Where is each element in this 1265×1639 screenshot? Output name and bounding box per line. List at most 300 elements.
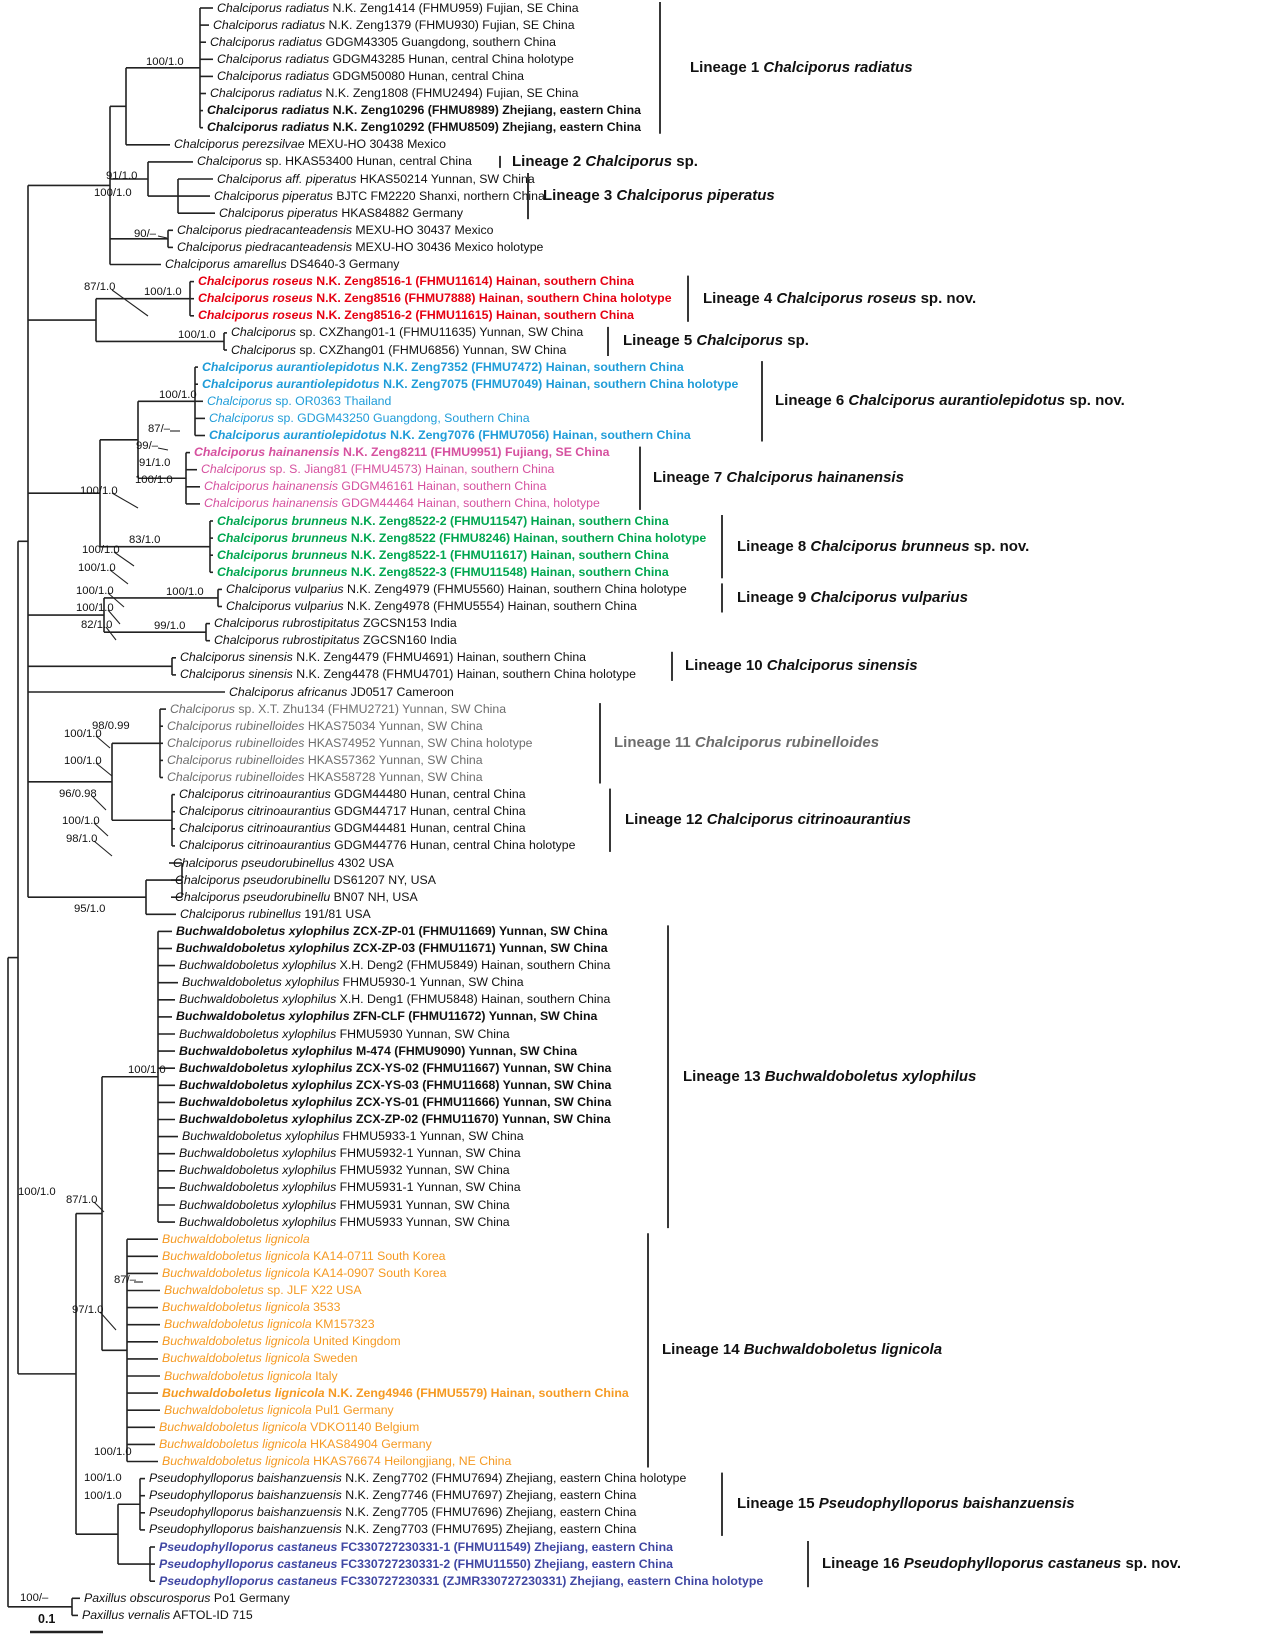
support-value (84, 281, 115, 294)
support-value (62, 815, 100, 828)
taxon-voucher-locality: Italy (315, 1368, 338, 1383)
taxon-label (217, 548, 669, 563)
taxon-voucher-locality: FC330727230331 (ZJMR330727230331) Zhejiang, eastern China holotype (340, 1573, 764, 1588)
support-value (128, 1064, 166, 1077)
lineage-species-name: Chalciporus sinensis (766, 657, 918, 675)
support-value (84, 1490, 122, 1503)
lineage-label (822, 1555, 1181, 1573)
taxon-scientific-name: Buchwaldoboletus lignicola (162, 1265, 310, 1280)
taxon-scientific-name: Chalciporus piperatus (219, 205, 338, 220)
taxon-label (164, 1369, 338, 1384)
taxon-voucher-locality: ZFN-CLF (FHMU11672) Yunnan, SW China (352, 1009, 598, 1024)
support-value-text: 100/1.0 (76, 602, 114, 614)
taxon-scientific-name: Chalciporus (231, 325, 296, 340)
support-value-text: 97/1.0 (72, 1304, 104, 1316)
taxon-scientific-name: Buchwaldoboletus lignicola (162, 1351, 310, 1366)
taxon-voucher-locality: N.K. Zeng8211 (FHMU9951) Fujiang, SE China (342, 445, 610, 460)
support-value (106, 170, 137, 183)
lineage-species-name: Chalciporus hainanensis (726, 469, 904, 487)
support-value (139, 457, 170, 470)
support-value (81, 619, 112, 632)
lineage-number: Lineage 11 (614, 734, 691, 752)
taxon-scientific-name: Pseudophylloporus castaneus (159, 1556, 338, 1571)
taxon-voucher-locality: BN07 NH, USA (333, 889, 418, 904)
taxon-label (179, 1044, 577, 1059)
taxon-label (176, 924, 608, 939)
taxon-scientific-name: Chalciporus radiatus (210, 34, 323, 49)
taxon-scientific-name: Buchwaldoboletus lignicola (162, 1385, 325, 1400)
taxon-voucher-locality: N.K. Zeng1379 (FHMU930) Fujian, SE China (328, 17, 575, 32)
lineage-label (703, 290, 976, 308)
taxon-label (209, 411, 530, 426)
support-value (76, 585, 114, 598)
taxon-voucher-locality: N.K. Zeng1808 (FHMU2494) Fujian, SE China (325, 86, 579, 100)
taxon-label (159, 1540, 673, 1555)
taxon-label (179, 1061, 611, 1076)
lineage-number: Lineage 15 (737, 1495, 815, 1513)
taxon-scientific-name: Chalciporus roseus (198, 308, 313, 323)
lineage-number: Lineage 6 (775, 392, 845, 410)
taxon-scientific-name: Pseudophylloporus baishanzuensis (149, 1488, 342, 1503)
taxon-voucher-locality: FC330727230331-1 (FHMU11549) Zhejiang, eastern China (340, 1539, 673, 1554)
taxon-voucher-locality: FHMU5931 Yunnan, SW China (339, 1197, 510, 1212)
taxon-voucher-locality: X.H. Deng2 (FHMU5849) Hainan, southern China (339, 958, 611, 973)
taxon-voucher-locality: N.K. Zeng4979 (FHMU5560) Hainan, southern China holotype (346, 581, 687, 596)
taxon-label (202, 377, 738, 392)
lineage-label (737, 1495, 1075, 1513)
taxon-voucher-locality: FHMU5931-1 Yunnan, SW China (339, 1180, 521, 1195)
taxon-label (177, 240, 543, 255)
support-value-text: 100/1.0 (76, 585, 114, 597)
taxon-voucher-locality: United Kingdom (313, 1334, 401, 1349)
lineage-label (512, 153, 698, 171)
taxon-label (179, 787, 526, 802)
taxon-voucher-locality: N.K. Zeng1414 (FHMU959) Fujian, SE China (332, 0, 579, 15)
taxon-voucher-locality: KA14-0907 South Korea (313, 1265, 447, 1280)
taxon-voucher-locality: HKAS50214 Yunnan, SW China (359, 171, 535, 186)
taxon-voucher-locality: HKAS58728 Yunnan, SW China (307, 770, 483, 784)
lineage-species-name: Chalciporus rubinelloides (694, 734, 880, 752)
support-value (114, 1274, 136, 1287)
taxon-voucher-locality: FHMU5930 Yunnan, SW China (339, 1026, 510, 1041)
taxon-voucher-locality: ZCX-YS-03 (FHMU11668) Yunnan, SW China (355, 1077, 612, 1092)
taxon-scientific-name: Buchwaldoboletus xylophilus (179, 1026, 337, 1041)
taxon-scientific-name: Chalciporus citrinoaurantius (179, 804, 331, 819)
support-leader-line (158, 448, 168, 450)
taxon-voucher-locality: DS61207 NY, USA (333, 872, 436, 887)
taxon-voucher-locality: JD0517 Cameroon (350, 684, 454, 699)
taxon-scientific-name: Chalciporus vulparius (226, 599, 344, 613)
lineage-species-name: Chalciporus piperatus (616, 187, 775, 205)
taxon-voucher-locality: N.K. Zeng7705 (FHMU7696) Zhejiang, eastern China (345, 1505, 637, 1520)
lineage-species-name: Chalciporus vulparius (810, 588, 968, 606)
support-value (82, 544, 120, 557)
taxon-voucher-locality: GDGM50080 Hunan, central China (332, 68, 524, 83)
taxon-voucher-locality: ZGCSN153 India (363, 616, 457, 631)
taxon-label (159, 1557, 673, 1572)
support-value-text: 91/1.0 (106, 170, 138, 182)
taxon-voucher-locality: HKAS57362 Yunnan, SW China (307, 752, 483, 767)
taxon-scientific-name: Buchwaldoboletus (164, 1283, 264, 1297)
taxon-voucher-locality: ZGCSN160 India (363, 633, 457, 648)
taxon-voucher-locality: KA14-0711 South Korea (313, 1248, 446, 1263)
support-value (144, 286, 182, 299)
support-value (64, 755, 102, 768)
support-value-text: 100/1.0 (82, 544, 120, 556)
taxon-voucher-locality: GDGM44717 Hunan, central China (334, 804, 526, 819)
support-value-text: 100/1.0 (135, 474, 173, 486)
taxon-voucher-locality: 191/81 USA (304, 906, 371, 921)
taxon-label (162, 1300, 340, 1315)
support-value-text: 100/1.0 (84, 1490, 122, 1502)
taxon-label (174, 137, 446, 152)
taxon-scientific-name: Chalciporus citrinoaurantius (179, 787, 331, 802)
support-value-text: 95/1.0 (74, 903, 106, 915)
taxon-label (194, 445, 609, 460)
taxon-scientific-name: Buchwaldoboletus lignicola (162, 1454, 310, 1468)
taxon-scientific-name: Chalciporus amarellus (165, 257, 287, 271)
support-value-text: 90/– (134, 228, 156, 240)
support-value-text: 100/1.0 (18, 1186, 56, 1198)
taxon-label (162, 1351, 358, 1366)
taxon-voucher-locality: sp. X.T. Zhu134 (FHMU2721) Yunnan, SW China (238, 701, 507, 716)
lineage-suffix: sp. (676, 152, 698, 170)
taxon-scientific-name: Chalciporus perezsilvae (174, 137, 305, 152)
taxon-scientific-name: Buchwaldoboletus xylophilus (179, 1197, 337, 1212)
support-value (84, 1472, 122, 1485)
taxon-voucher-locality: Po1 Germany (213, 1590, 290, 1605)
lineage-number: Lineage 1 (690, 58, 760, 76)
taxon-voucher-locality: N.K. Zeng8516-1 (FHMU11614) Hainan, southern China (316, 274, 634, 289)
taxon-scientific-name: Chalciporus piperatus (214, 188, 333, 203)
taxon-scientific-name: Chalciporus radiatus (217, 68, 330, 83)
taxon-label (213, 18, 575, 33)
taxon-label (202, 360, 684, 375)
lineage-label (543, 187, 775, 205)
lineage-number: Lineage 9 (737, 588, 807, 606)
support-value (66, 833, 97, 846)
taxon-label (217, 52, 574, 67)
taxon-voucher-locality: FHMU5933-1 Yunnan, SW China (342, 1129, 524, 1144)
taxon-voucher-locality: 3533 (313, 1300, 341, 1315)
taxon-label (198, 291, 672, 306)
taxon-voucher-locality: HKAS75034 Yunnan, SW China (307, 718, 483, 733)
taxon-scientific-name: Chalciporus (197, 154, 262, 169)
lineage-species-name: Chalciporus (585, 152, 673, 170)
taxon-scientific-name: Chalciporus (201, 462, 266, 477)
taxon-voucher-locality: HKAS76674 Heilongjiang, NE China (313, 1454, 512, 1468)
taxon-scientific-name: Buchwaldoboletus lignicola (162, 1231, 310, 1246)
lineage-species-name: Chalciporus citrinoaurantius (706, 811, 911, 829)
taxon-scientific-name: Chalciporus citrinoaurantius (179, 821, 331, 836)
lineage-suffix: sp. nov. (1125, 1555, 1182, 1573)
taxon-scientific-name: Paxillus obscurosporus (84, 1590, 211, 1605)
taxon-scientific-name: Chalciporus hainanensis (204, 479, 338, 494)
taxon-label (162, 1386, 629, 1401)
taxon-scientific-name: Chalciporus rubinelloides (167, 718, 305, 733)
lineage-number: Lineage 12 (625, 811, 703, 829)
lineage-suffix: sp. nov. (973, 537, 1030, 555)
taxon-scientific-name: Chalciporus radiatus (217, 0, 330, 15)
taxon-label (182, 1129, 524, 1144)
support-value (64, 728, 102, 741)
taxon-voucher-locality: N.K. Zeng7075 (FHMU7049) Hainan, southern China holotype (383, 376, 739, 391)
taxon-label (159, 1420, 419, 1435)
lineage-number: Lineage 10 (685, 657, 763, 675)
taxon-voucher-locality: N.K. Zeng4478 (FHMU4701) Hainan, southern China holotype (296, 667, 636, 682)
taxon-scientific-name: Buchwaldoboletus lignicola (164, 1317, 312, 1332)
taxon-voucher-locality: N.K. Zeng7702 (FHMU7694) Zhejiang, eastern China holotype (345, 1471, 687, 1486)
taxon-voucher-locality: GDGM44776 Hunan, central China holotype (334, 838, 576, 853)
taxon-scientific-name: Chalciporus africanus (229, 684, 348, 699)
lineage-species-name: Chalciporus (696, 332, 784, 350)
taxon-label (204, 496, 600, 511)
support-value-text: 100/1.0 (78, 562, 116, 574)
taxon-scientific-name: Buchwaldoboletus lignicola (159, 1436, 307, 1451)
lineage-number: Lineage 13 (683, 1067, 761, 1085)
lineage-species-name: Chalciporus aurantiolepidotus (848, 392, 1066, 410)
taxon-voucher-locality: GDGM43305 Guangdong, southern China (325, 34, 556, 49)
taxon-label (180, 907, 371, 922)
taxon-scientific-name: Chalciporus roseus (198, 291, 313, 306)
taxon-voucher-locality: 4302 USA (337, 855, 394, 870)
support-value-text: 87/– (148, 423, 170, 435)
taxon-label (167, 770, 483, 785)
taxon-scientific-name: Buchwaldoboletus xylophilus (182, 1129, 340, 1144)
taxon-label (179, 1078, 611, 1093)
lineage-number: Lineage 2 (512, 152, 582, 170)
taxon-label (167, 736, 533, 751)
taxon-label (197, 154, 472, 169)
lineage-number: Lineage 14 (662, 1341, 740, 1359)
lineage-label (623, 332, 809, 350)
support-value-text: 99/– (136, 440, 158, 452)
taxon-label (180, 667, 636, 682)
taxon-label (217, 531, 706, 546)
taxon-scientific-name: Chalciporus radiatus (207, 103, 330, 118)
lineage-label (662, 1341, 942, 1359)
taxon-label (149, 1471, 686, 1486)
taxon-voucher-locality: DS4640-3 Germany (290, 257, 400, 271)
taxon-scientific-name: Chalciporus pseudorubinellu (175, 872, 331, 887)
support-value-text: 100/1.0 (144, 286, 182, 298)
support-value (154, 620, 185, 633)
taxon-scientific-name: Buchwaldoboletus xylophilus (179, 1146, 337, 1161)
taxon-label (175, 873, 436, 888)
taxon-voucher-locality: N.K. Zeng10296 (FHMU8989) Zhejiang, eastern China (332, 103, 641, 118)
taxon-label (179, 821, 526, 836)
lineage-species-name: Pseudophylloporus castaneus (903, 1555, 1122, 1573)
taxon-label (198, 308, 634, 323)
lineage-label (775, 392, 1125, 410)
taxon-scientific-name: Buchwaldoboletus xylophilus (179, 1112, 353, 1126)
taxon-scientific-name: Chalciporus radiatus (217, 51, 330, 66)
taxon-scientific-name: Chalciporus brunneus (217, 547, 348, 562)
support-value (166, 586, 204, 599)
taxon-voucher-locality: X.H. Deng1 (FHMU5848) Hainan, southern China (339, 992, 611, 1007)
taxon-scientific-name: Chalciporus rubinellus (180, 906, 301, 921)
taxon-label (219, 206, 463, 221)
taxon-scientific-name: Buchwaldoboletus xylophilus (176, 941, 350, 955)
taxon-label (149, 1505, 636, 1520)
taxon-voucher-locality: sp. CXZhang01 (FHMU6856) Yunnan, SW China (299, 342, 567, 357)
support-value-text: 100/1.0 (146, 56, 184, 68)
taxon-scientific-name: Chalciporus rubrostipitatus (214, 633, 360, 648)
support-value (76, 602, 114, 615)
lineage-suffix: sp. nov. (920, 289, 977, 307)
lineage-number: Lineage 16 (822, 1555, 900, 1573)
taxon-voucher-locality: VDKO1140 Belgium (310, 1419, 420, 1434)
taxon-voucher-locality: GDGM43285 Hunan, central China holotype (332, 51, 574, 66)
taxon-label (214, 616, 457, 631)
taxon-scientific-name: Chalciporus sinensis (180, 667, 293, 682)
taxon-voucher-locality: HKAS74952 Yunnan, SW China holotype (307, 735, 533, 750)
taxon-scientific-name: Buchwaldoboletus xylophilus (179, 1077, 353, 1092)
taxon-voucher-locality: FC330727230331-2 (FHMU11550) Zhejiang, eastern China (340, 1556, 673, 1571)
support-value-text: 87/1.0 (84, 281, 116, 293)
support-value-text: 96/0.98 (59, 788, 97, 800)
lineage-label (737, 589, 968, 607)
support-value (78, 562, 116, 575)
taxon-label (179, 992, 610, 1007)
taxon-voucher-locality: N.K. Zeng8522 (FHMU8246) Hainan, southern China holotype (350, 530, 707, 545)
taxon-scientific-name: Buchwaldoboletus xylophilus (179, 1043, 353, 1058)
taxon-voucher-locality: ZCX-ZP-01 (FHMU11669) Yunnan, SW China (352, 923, 608, 938)
support-value-text: 100/1.0 (94, 187, 132, 199)
taxon-scientific-name: Paxillus vernalis (82, 1607, 171, 1622)
taxon-voucher-locality: Pul1 Germany (315, 1402, 394, 1417)
taxon-voucher-locality: ZCX-ZP-03 (FHMU11671) Yunnan, SW China (352, 941, 608, 955)
taxon-scientific-name: Chalciporus radiatus (213, 17, 326, 32)
taxon-voucher-locality: KM157323 (315, 1317, 375, 1332)
taxon-voucher-locality: N.K. Zeng7076 (FHMU7056) Hainan, southern China (390, 428, 691, 442)
taxon-scientific-name: Chalciporus hainanensis (194, 445, 340, 460)
taxon-scientific-name: Chalciporus (207, 393, 272, 408)
taxon-scientific-name: Chalciporus rubinelloides (167, 770, 305, 784)
taxon-scientific-name: Buchwaldoboletus lignicola (162, 1300, 310, 1315)
support-value-text: 100/– (20, 1592, 49, 1604)
taxon-voucher-locality: sp. S. Jiang81 (FHMU4573) Hainan, southern China (269, 462, 555, 477)
lineage-label (625, 811, 911, 829)
support-value-text: 82/1.0 (81, 619, 113, 631)
taxon-label (229, 685, 454, 700)
taxon-voucher-locality: N.K. Zeng4978 (FHMU5554) Hainan, southern China (346, 599, 637, 613)
taxon-label (179, 1146, 521, 1161)
taxon-label (159, 1437, 432, 1452)
taxon-scientific-name: Buchwaldoboletus lignicola (162, 1334, 310, 1349)
taxon-label (162, 1454, 511, 1469)
support-value (72, 1304, 103, 1317)
lineage-species-name: Chalciporus brunneus (810, 537, 970, 555)
taxon-label (214, 189, 545, 204)
taxon-voucher-locality: GDGM46161 Hainan, southern China (341, 479, 547, 494)
taxon-scientific-name: Chalciporus (231, 342, 296, 357)
taxon-label (179, 1112, 611, 1127)
taxon-scientific-name: Chalciporus sinensis (180, 650, 293, 665)
support-value (66, 1194, 97, 1207)
taxon-scientific-name: Pseudophylloporus baishanzuensis (149, 1522, 342, 1537)
taxon-scientific-name: Buchwaldoboletus xylophilus (176, 923, 350, 938)
lineage-label (614, 734, 879, 752)
taxon-label (231, 343, 566, 358)
support-leader-line (112, 290, 148, 316)
taxon-label (217, 514, 669, 529)
support-value-text: 100/1.0 (94, 1446, 132, 1458)
taxon-voucher-locality: HKAS84882 Germany (341, 205, 464, 220)
taxon-scientific-name: Chalciporus hainanensis (204, 496, 338, 511)
taxon-label (201, 462, 554, 477)
taxon-scientific-name: Chalciporus aurantiolepidotus (202, 359, 380, 374)
taxon-label (217, 172, 535, 187)
taxon-scientific-name: Buchwaldoboletus xylophilus (176, 1009, 350, 1024)
taxon-label (162, 1232, 310, 1247)
taxon-label (167, 719, 483, 734)
taxon-label (210, 35, 556, 50)
lineage-species-name: Pseudophylloporus baishanzuensis (818, 1495, 1075, 1513)
support-value-text: 100/1.0 (62, 815, 100, 827)
taxon-label (179, 1027, 510, 1042)
lineage-label (683, 1068, 976, 1086)
taxon-voucher-locality: ZCX-ZP-02 (FHMU11670) Yunnan, SW China (355, 1112, 611, 1126)
support-value-text: 100/1.0 (178, 329, 216, 341)
taxon-label (217, 1, 579, 16)
taxon-scientific-name: Pseudophylloporus baishanzuensis (149, 1471, 342, 1486)
taxon-scientific-name: Pseudophylloporus castaneus (159, 1573, 338, 1588)
taxon-scientific-name: Chalciporus aurantiolepidotus (209, 428, 387, 442)
taxon-voucher-locality: BJTC FM2220 Shanxi, northern China (336, 188, 545, 203)
support-value-text: 100/1.0 (64, 728, 102, 740)
taxon-scientific-name: Chalciporus (209, 410, 274, 425)
support-value (18, 1186, 56, 1199)
taxon-scientific-name: Pseudophylloporus baishanzuensis (149, 1505, 342, 1520)
support-value (59, 788, 97, 801)
support-value-text: 100/1.0 (64, 755, 102, 767)
taxon-label (182, 975, 524, 990)
taxon-label (207, 394, 391, 409)
taxon-voucher-locality: N.K. Zeng8522-3 (FHMU11548) Hainan, southern China (350, 564, 669, 579)
taxon-label (177, 223, 493, 238)
taxon-label (173, 856, 394, 871)
taxon-label (162, 1266, 446, 1281)
taxon-label (167, 753, 483, 768)
lineage-number: Lineage 5 (623, 332, 693, 350)
support-value (94, 187, 132, 200)
lineage-label (690, 59, 913, 77)
taxon-scientific-name: Chalciporus aurantiolepidotus (202, 376, 380, 391)
taxon-label (176, 1009, 597, 1024)
taxon-scientific-name: Chalciporus piedracanteadensis (177, 222, 352, 237)
taxon-voucher-locality: AFTOL-ID 715 (172, 1607, 253, 1622)
taxon-voucher-locality: FHMU5932 Yunnan, SW China (339, 1163, 510, 1178)
taxon-label (231, 325, 583, 340)
taxon-scientific-name: Chalciporus pseudorubinellu (175, 889, 331, 904)
support-value-text: 99/1.0 (154, 620, 186, 632)
taxon-label (179, 804, 526, 819)
taxon-scientific-name: Buchwaldoboletus xylophilus (179, 992, 337, 1007)
support-value (178, 329, 216, 342)
support-value-text: 100/1.0 (128, 1064, 166, 1076)
support-value (94, 1446, 132, 1459)
lineage-species-name: Buchwaldoboletus xylophilus (764, 1067, 977, 1085)
lineage-label (685, 657, 918, 675)
scale-bar-label: 0.1 (38, 1612, 56, 1626)
taxon-scientific-name: Buchwaldoboletus xylophilus (179, 958, 337, 973)
taxon-label (165, 257, 399, 272)
support-leader-line (158, 236, 167, 238)
support-value (74, 903, 105, 916)
taxon-voucher-locality: sp. HKAS53400 Hunan, central China (265, 154, 472, 169)
taxon-label (217, 565, 669, 580)
